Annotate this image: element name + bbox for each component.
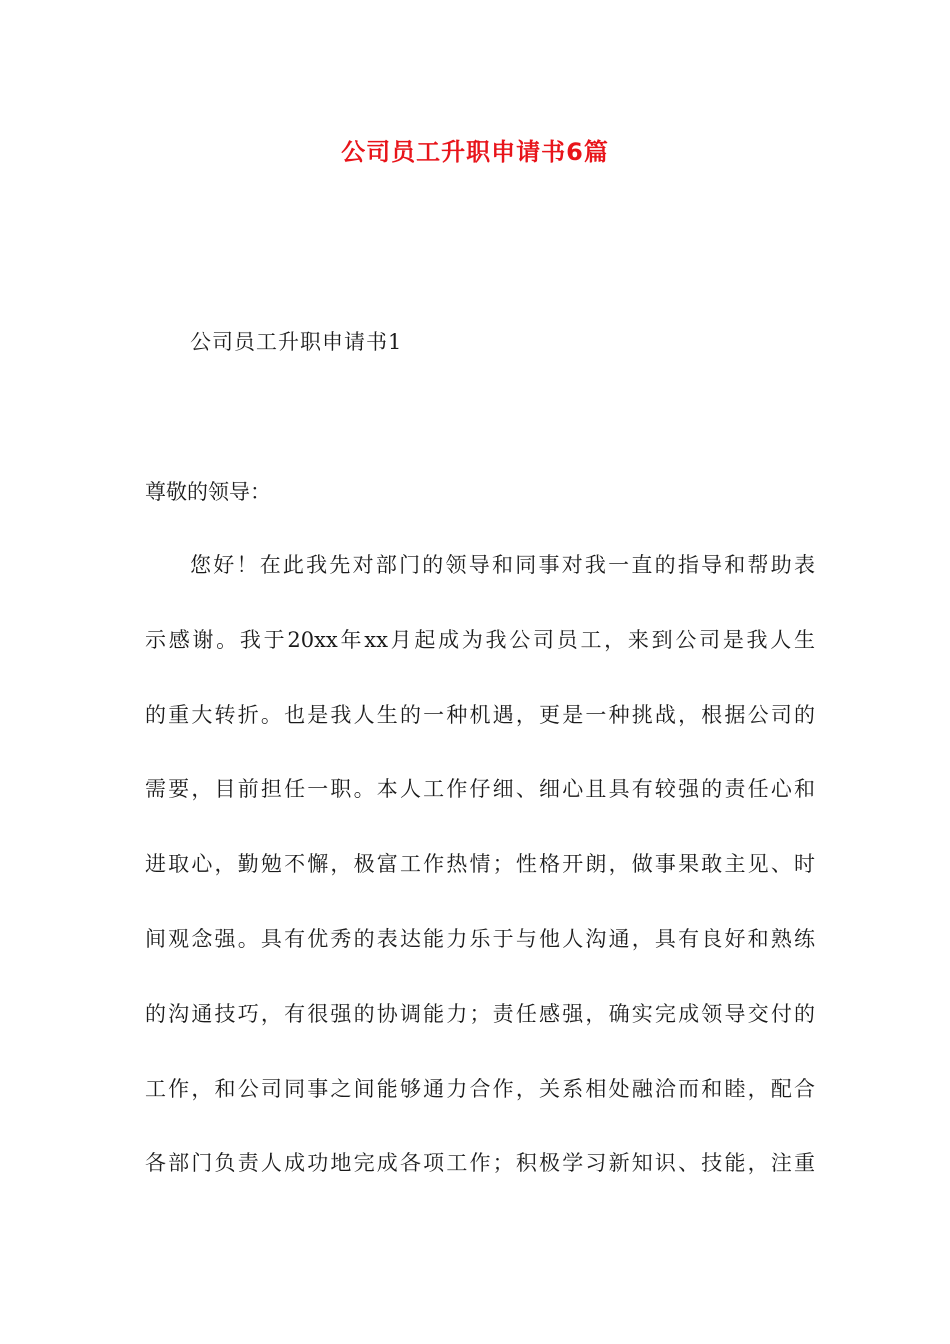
paragraph-line: 示感谢。我于20xx年xx月起成为我公司员工，来到公司是我人生 bbox=[145, 627, 815, 652]
paragraph-line: 您好！在此我先对部门的领导和同事对我一直的指导和帮助表 bbox=[190, 553, 815, 577]
paragraph-line: 各部门负责人成功地完成各项工作；积极学习新知识、技能，注重 bbox=[145, 1151, 815, 1176]
paragraph-line: 间观念强。具有优秀的表达能力乐于与他人沟通，具有良好和熟练 bbox=[145, 926, 815, 951]
section-heading: 公司员工升职申请书1 bbox=[190, 330, 403, 354]
body-paragraph bbox=[145, 545, 815, 1218]
paragraph-line: 的重大转折。也是我人生的一种机遇，更是一种挑战，根据公司的 bbox=[145, 702, 815, 727]
document-title: 公司员工升职申请书6篇 bbox=[341, 138, 609, 166]
paragraph-line: 工作，和公司同事之间能够通力合作，关系相处融洽而和睦，配合 bbox=[145, 1076, 815, 1101]
paragraph-line: 的沟通技巧，有很强的协调能力；责任感强，确实完成领导交付的 bbox=[145, 1001, 815, 1026]
paragraph-line: 进取心，勤勉不懈，极富工作热情；性格开朗，做事果敢主见、时 bbox=[145, 852, 815, 877]
paragraph-line: 需要，目前担任一职。本人工作仔细、细心且具有较强的责任心和 bbox=[145, 777, 815, 802]
salutation: 尊敬的领导： bbox=[145, 480, 271, 504]
